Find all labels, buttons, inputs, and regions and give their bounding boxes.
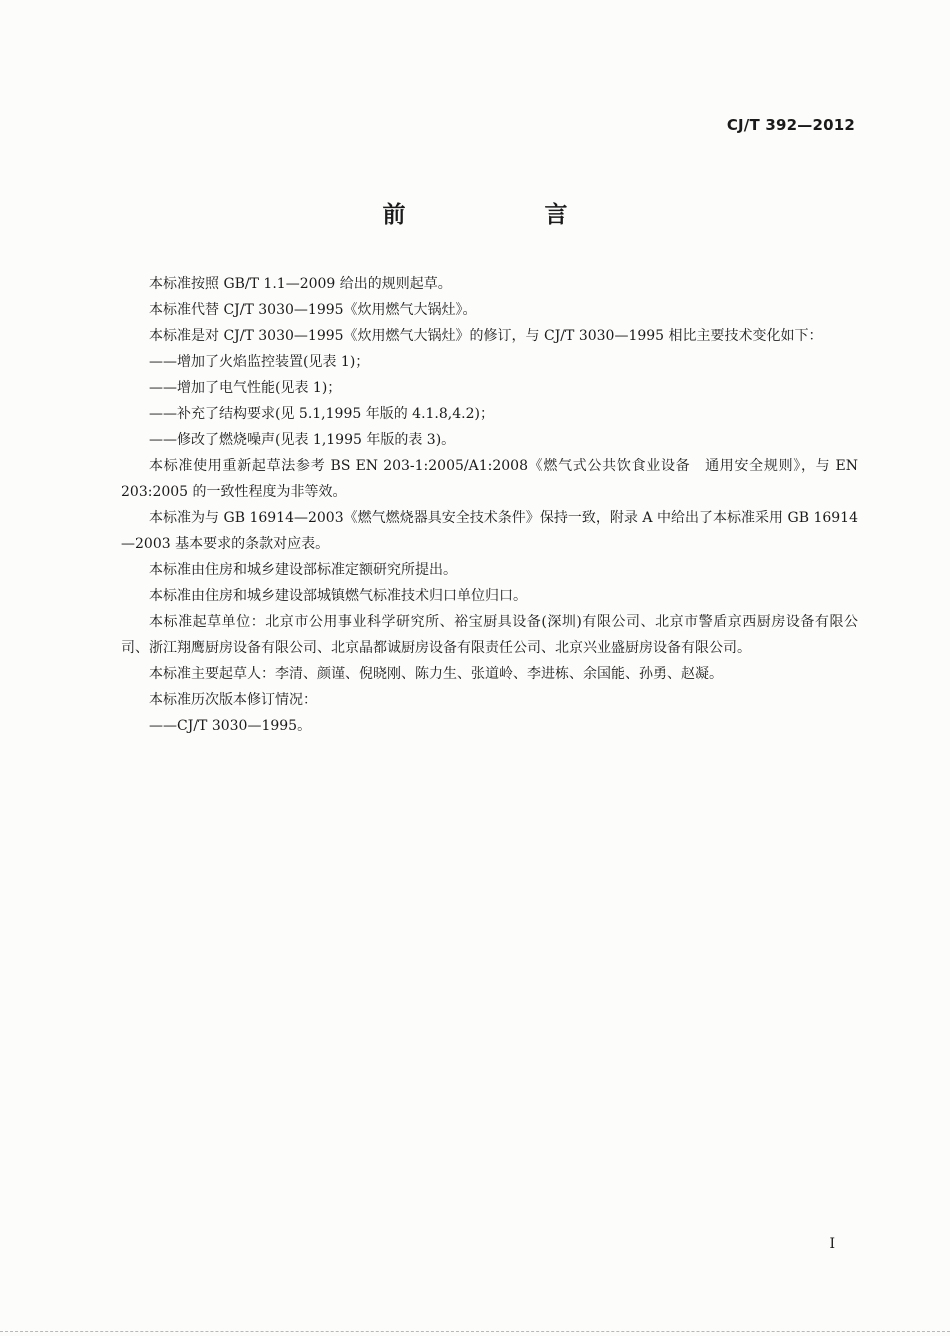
paragraph-replaces: 本标准代替 CJ/T 3030—1995《炊用燃气大锅灶》。 [149,302,477,318]
page-number: I [829,1236,835,1252]
paragraph-drafting-units: 本标准起草单位：北京市公用事业科学研究所、裕宝厨具设备(深圳)有限公司、北京市警盾京西厨房设备有限公司、浙江翔鹰厨房设备有限公司、北京晶都诚厨房设备有限责任公司、北京兴业盛厨房设备有限公司。 [121,614,858,656]
paragraph-proposed-by: 本标准由住房和城乡建设部标准定额研究所提出。 [149,562,457,578]
document-body [121,271,858,739]
paragraph-reference-standard: 本标准使用重新起草法参考 BS EN 203-1:2005/A1:2008《燃气式公共饮食业设备 通用安全规则》，与 EN 203:2005 的一致性程度为非等效。 [121,458,858,500]
standard-code: CJ/T 392—2012 [726,116,855,134]
paragraph-history-heading: 本标准历次版本修订情况： [149,692,317,708]
paragraph-managed-by: 本标准由住房和城乡建设部城镇燃气标准技术归口单位归口。 [149,588,527,604]
change-item: ——补充了结构要求(见 5.1,1995 年版的 4.1.8,4.2)； [149,406,494,422]
paragraph-revision-summary: 本标准是对 CJ/T 3030—1995《炊用燃气大锅灶》的修订，与 CJ/T 3030—1995 相比主要技术变化如下： [149,328,823,344]
paragraph-consistency: 本标准为与 GB 16914—2003《燃气燃烧器具安全技术条件》保持一致，附录 A 中给出了本标准采用 GB 16914—2003 基本要求的条款对应表。 [121,510,858,552]
change-item: ——增加了电气性能(见表 1)； [149,380,342,396]
change-item: ——增加了火焰监控装置(见表 1)； [149,354,370,370]
change-item: ——修改了燃烧噪声(见表 1,1995 年版的表 3)。 [149,432,456,448]
history-item: ——CJ/T 3030—1995。 [149,718,312,734]
paragraph-drafting-rules: 本标准按照 GB/T 1.1—2009 给出的规则起草。 [149,276,452,292]
scan-edge-divider [0,1331,950,1333]
page-title: 前 言 [382,202,626,228]
paragraph-drafters: 本标准主要起草人：李清、颜谨、倪晓刚、陈力生、张道岭、李进栋、余国能、孙勇、赵凝。 [149,666,723,682]
